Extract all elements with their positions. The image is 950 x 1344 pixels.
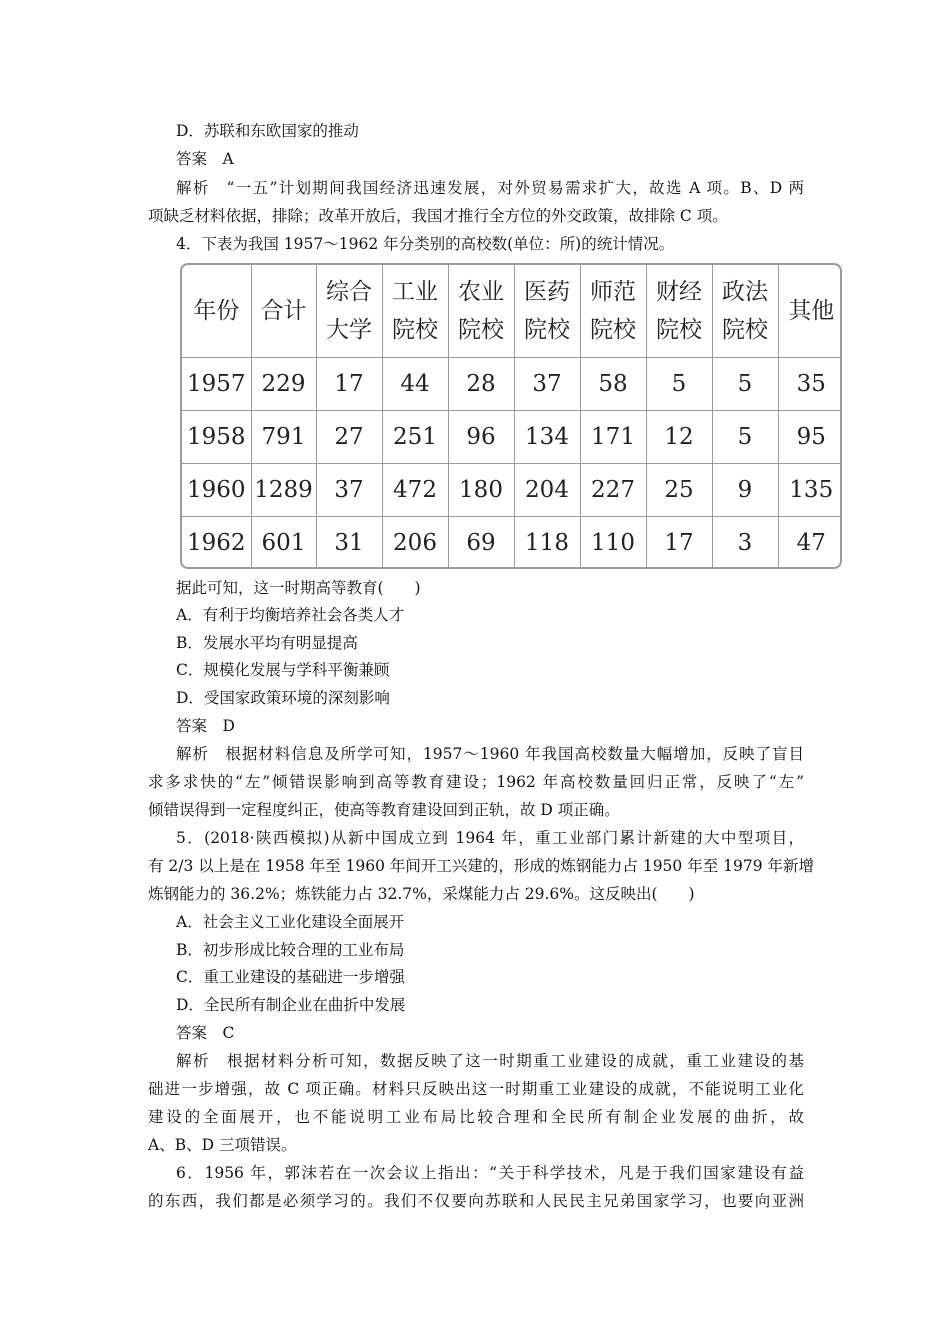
- table-header-label: 政法 院校: [722, 278, 768, 343]
- table-header-cell: [182, 265, 251, 357]
- table-cell: 1960: [182, 463, 251, 516]
- table-cell: 171: [580, 410, 646, 463]
- table-cell: 47: [778, 516, 842, 569]
- q3-option-d: D．苏联和东欧国家的推动: [176, 122, 359, 140]
- table-cell: 58: [580, 357, 646, 410]
- table-cell: 28: [448, 357, 514, 410]
- table-cell: 31: [316, 516, 382, 569]
- table-header-label: 农业 院校: [458, 278, 504, 343]
- table-row: [182, 516, 842, 569]
- table-header-label: 财经 院校: [656, 278, 702, 343]
- q4-question: 据此可知，这一时期高等教育( ): [176, 579, 421, 597]
- q5-option-c: C．重工业建设的基础进一步增强: [176, 968, 405, 986]
- table-cell: 25: [646, 463, 712, 516]
- table-cell: 204: [514, 463, 580, 516]
- q4-option-d: D．受国家政策环境的深刻影响: [176, 689, 390, 707]
- table-row: [182, 410, 842, 463]
- table-cell: 135: [778, 463, 842, 516]
- q5-analysis-line: 建设的全面展开，也不能说明工业布局比较合理和全民所有制企业发展的曲折，故: [148, 1108, 804, 1126]
- table-header-cell: [448, 265, 514, 357]
- q3-analysis-line: 解析 “一五”计划期间我国经济迅速发展，对外贸易需求扩大，故选 A 项。B、D 两: [176, 179, 804, 197]
- q4-answer: 答案 D: [176, 717, 235, 735]
- q5-answer: 答案 C: [176, 1024, 235, 1042]
- q4-option-a: A．有利于均衡培养社会各类人才: [176, 606, 405, 624]
- table-cell: 44: [382, 357, 448, 410]
- q5-analysis-line: 解析 根据材料分析可知，数据反映了这一时期重工业建设的成就，重工业建设的基: [176, 1052, 804, 1070]
- table-cell: 37: [514, 357, 580, 410]
- q4-analysis-line: 倾错误得到一定程度纠正，使高等教育建设回到正轨，故 D 项正确。: [148, 801, 620, 819]
- table-header-label: 医药 院校: [524, 278, 570, 343]
- table-header-label: 综合 大学: [326, 278, 372, 343]
- table-header-label: 师范 院校: [590, 278, 636, 343]
- q5-stem-line: 5．(2018·陕西模拟)从新中国成立到 1964 年，重工业部门累计新建的大中型项目，: [176, 829, 804, 847]
- table-header-row: [182, 265, 842, 357]
- table-cell: 5: [712, 357, 778, 410]
- table-cell: 229: [251, 357, 316, 410]
- table-header-cell: [646, 265, 712, 357]
- q5-option-d: D．全民所有制企业在曲折中发展: [176, 996, 406, 1014]
- table-header-cell: [316, 265, 382, 357]
- q3-analysis-line: 项缺乏材料依据，排除；改革开放后，我国才推行全方位的外交政策，故排除 C 项。: [148, 207, 728, 225]
- table-header-label: 年份: [193, 297, 240, 324]
- table-header-cell: [778, 265, 842, 357]
- table-cell: 601: [251, 516, 316, 569]
- table-cell: 1957: [182, 357, 251, 410]
- table-cell: 227: [580, 463, 646, 516]
- table-cell: 35: [778, 357, 842, 410]
- q5-option-a: A．社会主义工业化建设全面展开: [176, 913, 405, 931]
- table-cell: 472: [382, 463, 448, 516]
- q4-analysis-line: 求多求快的“左”倾错误影响到高等教育建设；1962 年高校数量回归正常，反映了“左”: [148, 773, 804, 791]
- table-cell: 5: [646, 357, 712, 410]
- table-cell: 134: [514, 410, 580, 463]
- table-cell: 206: [382, 516, 448, 569]
- table-header-label: 其他: [788, 297, 835, 324]
- q3-answer: 答案 A: [176, 150, 234, 168]
- table-cell: 37: [316, 463, 382, 516]
- table-header-cell: [580, 265, 646, 357]
- table-cell: 1958: [182, 410, 251, 463]
- table-header-label: 合计: [260, 297, 307, 324]
- q5-analysis-line: 础进一步增强，故 C 项正确。材料只反映出这一时期重工业建设的成就，不能说明工业化: [148, 1080, 804, 1098]
- college-stats-table: [180, 263, 842, 569]
- table-header-cell: [251, 265, 316, 357]
- table-row: [182, 357, 842, 410]
- table-cell: 118: [514, 516, 580, 569]
- q4-option-b: B．发展水平均有明显提高: [176, 634, 358, 652]
- table-header-label: 工业 院校: [392, 278, 438, 343]
- q5-stem-line: 有 2/3 以上是在 1958 年至 1960 年间开工兴建的，形成的炼钢能力占 1950 年至 1979 年新增: [148, 857, 815, 875]
- q5-stem-line: 炼钢能力的 36.2%；炼铁能力占 32.7%，采煤能力占 29.6%。这反映出( ): [148, 885, 695, 903]
- q5-analysis-line: A、B、D 三项错误。: [148, 1136, 297, 1154]
- table-header-cell: [712, 265, 778, 357]
- table-cell: 5: [712, 410, 778, 463]
- table-header-cell: [514, 265, 580, 357]
- q5-option-b: B．初步形成比较合理的工业布局: [176, 941, 405, 959]
- table-cell: 110: [580, 516, 646, 569]
- q4-stem: 4．下表为我国 1957～1962 年分类别的高校数(单位：所)的统计情况。: [176, 235, 675, 253]
- table-cell: 12: [646, 410, 712, 463]
- table-cell: 69: [448, 516, 514, 569]
- table-cell: 27: [316, 410, 382, 463]
- q4-option-c: C．规模化发展与学科平衡兼顾: [176, 661, 390, 679]
- q4-analysis-line: 解析 根据材料信息及所学可知，1957～1960 年我国高校数量大幅增加，反映了盲目: [176, 745, 804, 763]
- q6-stem-line: 的东西，我们都是必须学习的。我们不仅要向苏联和人民民主兄弟国家学习，也要向亚洲: [148, 1192, 804, 1210]
- table-cell: 17: [646, 516, 712, 569]
- table-cell: 1289: [251, 463, 316, 516]
- table-cell: 791: [251, 410, 316, 463]
- table-cell: 180: [448, 463, 514, 516]
- table-cell: 9: [712, 463, 778, 516]
- table-cell: 96: [448, 410, 514, 463]
- table-cell: 251: [382, 410, 448, 463]
- table-header-cell: [382, 265, 448, 357]
- table-cell: 95: [778, 410, 842, 463]
- table-cell: 3: [712, 516, 778, 569]
- table-row: [182, 463, 842, 516]
- q6-stem-line: 6．1956 年，郭沫若在一次会议上指出：“关于科学技术，凡是于我们国家建设有益: [176, 1164, 804, 1182]
- table-cell: 1962: [182, 516, 251, 569]
- table-cell: 17: [316, 357, 382, 410]
